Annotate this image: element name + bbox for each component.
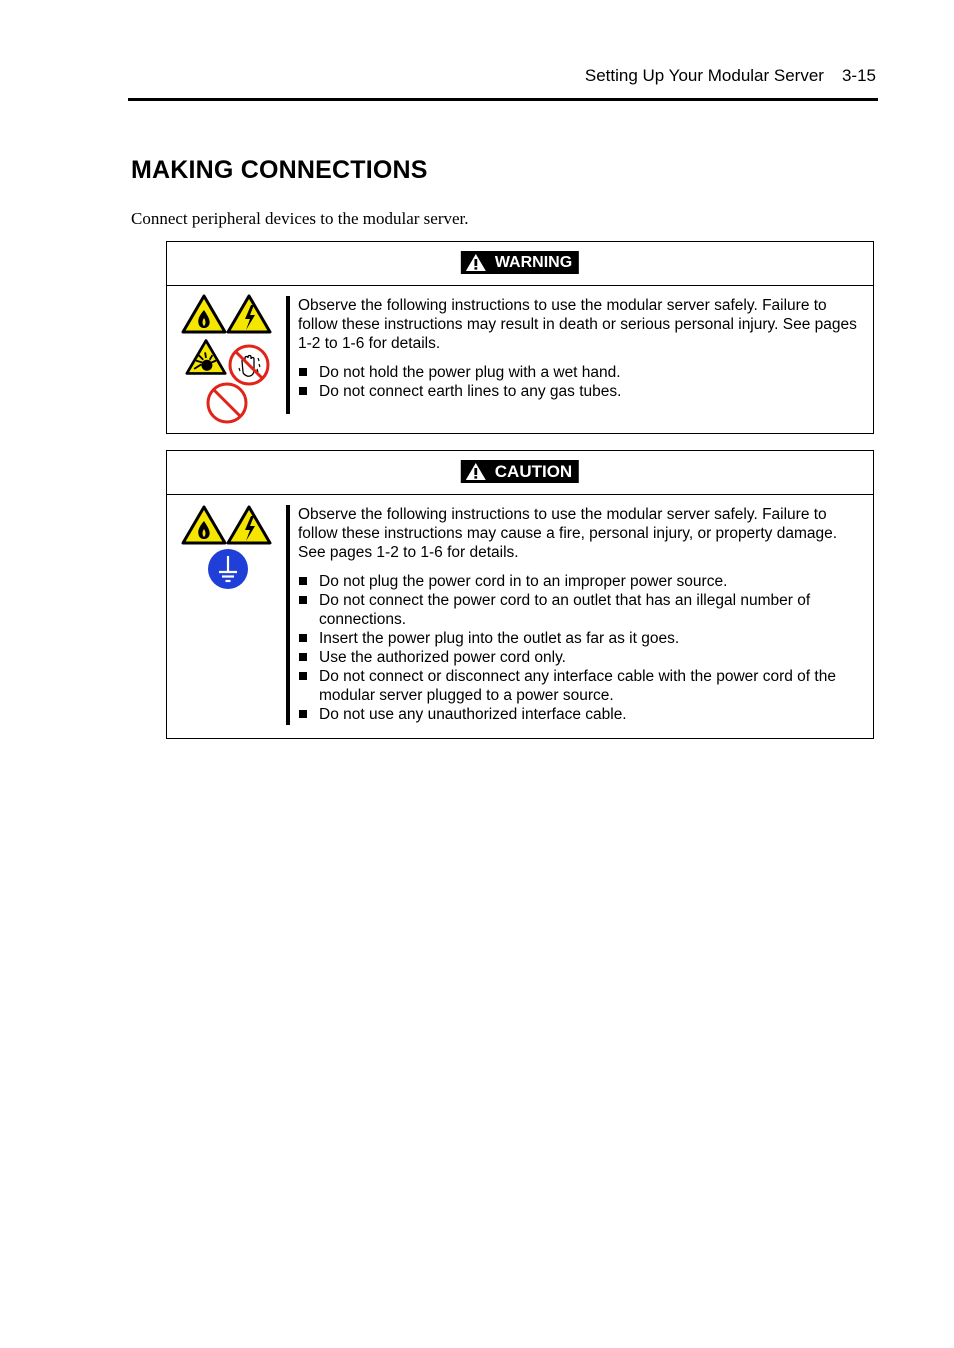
caution-icons <box>181 503 277 593</box>
caution-paragraph: Observe the following instructions to use the modular server safely. Failure to follow these instructions may cause a fire, personal injury, or property damage. See pages 1-2 to 1-6 for details. <box>298 506 838 561</box>
alert-triangle-icon <box>465 253 487 272</box>
list-item: Do not connect the power cord to an outlet that has an illegal number of connections. <box>298 591 865 629</box>
warning-paragraph: Observe the following instructions to use the modular server safely. Failure to follow these instructions may result in death or serious personal injury. See pages 1-2 to 1-6 for details. <box>298 297 857 352</box>
list-item: Do not hold the power plug with a wet hand. <box>298 363 865 382</box>
caution-label-text: CAUTION <box>494 461 573 481</box>
fire-hazard-icon <box>181 505 227 545</box>
alert-triangle-icon <box>465 462 487 481</box>
page-number: 3-15 <box>841 66 876 85</box>
warning-label-text: WARNING <box>494 253 573 271</box>
list-item: Do not use any unauthorized interface cable. <box>298 705 865 724</box>
list-item: Do not connect or disconnect any interface cable with the power cord of the modular server plugged to a power source. <box>298 667 865 705</box>
list-item: Insert the power plug into the outlet as far as it goes. <box>298 629 865 648</box>
warning-label <box>461 251 579 274</box>
no-wet-hand-icon <box>228 344 270 386</box>
warning-header <box>167 242 873 286</box>
intro-paragraph: Connect peripheral devices to the modular server. <box>131 209 469 228</box>
caution-box <box>166 450 874 739</box>
fire-hazard-icon <box>181 294 227 334</box>
running-header <box>585 66 876 86</box>
warning-icons <box>181 294 277 424</box>
warning-list <box>298 363 865 401</box>
caution-text <box>286 505 865 725</box>
list-item: Do not connect earth lines to any gas tubes. <box>298 382 865 401</box>
warning-text <box>286 296 865 414</box>
prohibited-icon <box>206 382 248 424</box>
page-header <box>128 64 878 101</box>
explosion-hazard-icon <box>185 338 227 376</box>
header-title: Setting Up Your Modular Server <box>584 66 824 85</box>
caution-list <box>298 572 865 724</box>
caution-header <box>167 451 873 495</box>
warning-box <box>166 241 874 434</box>
section-title: MAKING CONNECTIONS <box>131 156 428 184</box>
ground-connection-icon <box>207 548 249 590</box>
list-item: Do not plug the power cord in to an improper power source. <box>298 572 865 591</box>
caution-label <box>461 460 579 483</box>
electric-shock-icon <box>226 294 272 334</box>
electric-shock-icon <box>226 505 272 545</box>
list-item: Use the authorized power cord only. <box>298 648 865 667</box>
